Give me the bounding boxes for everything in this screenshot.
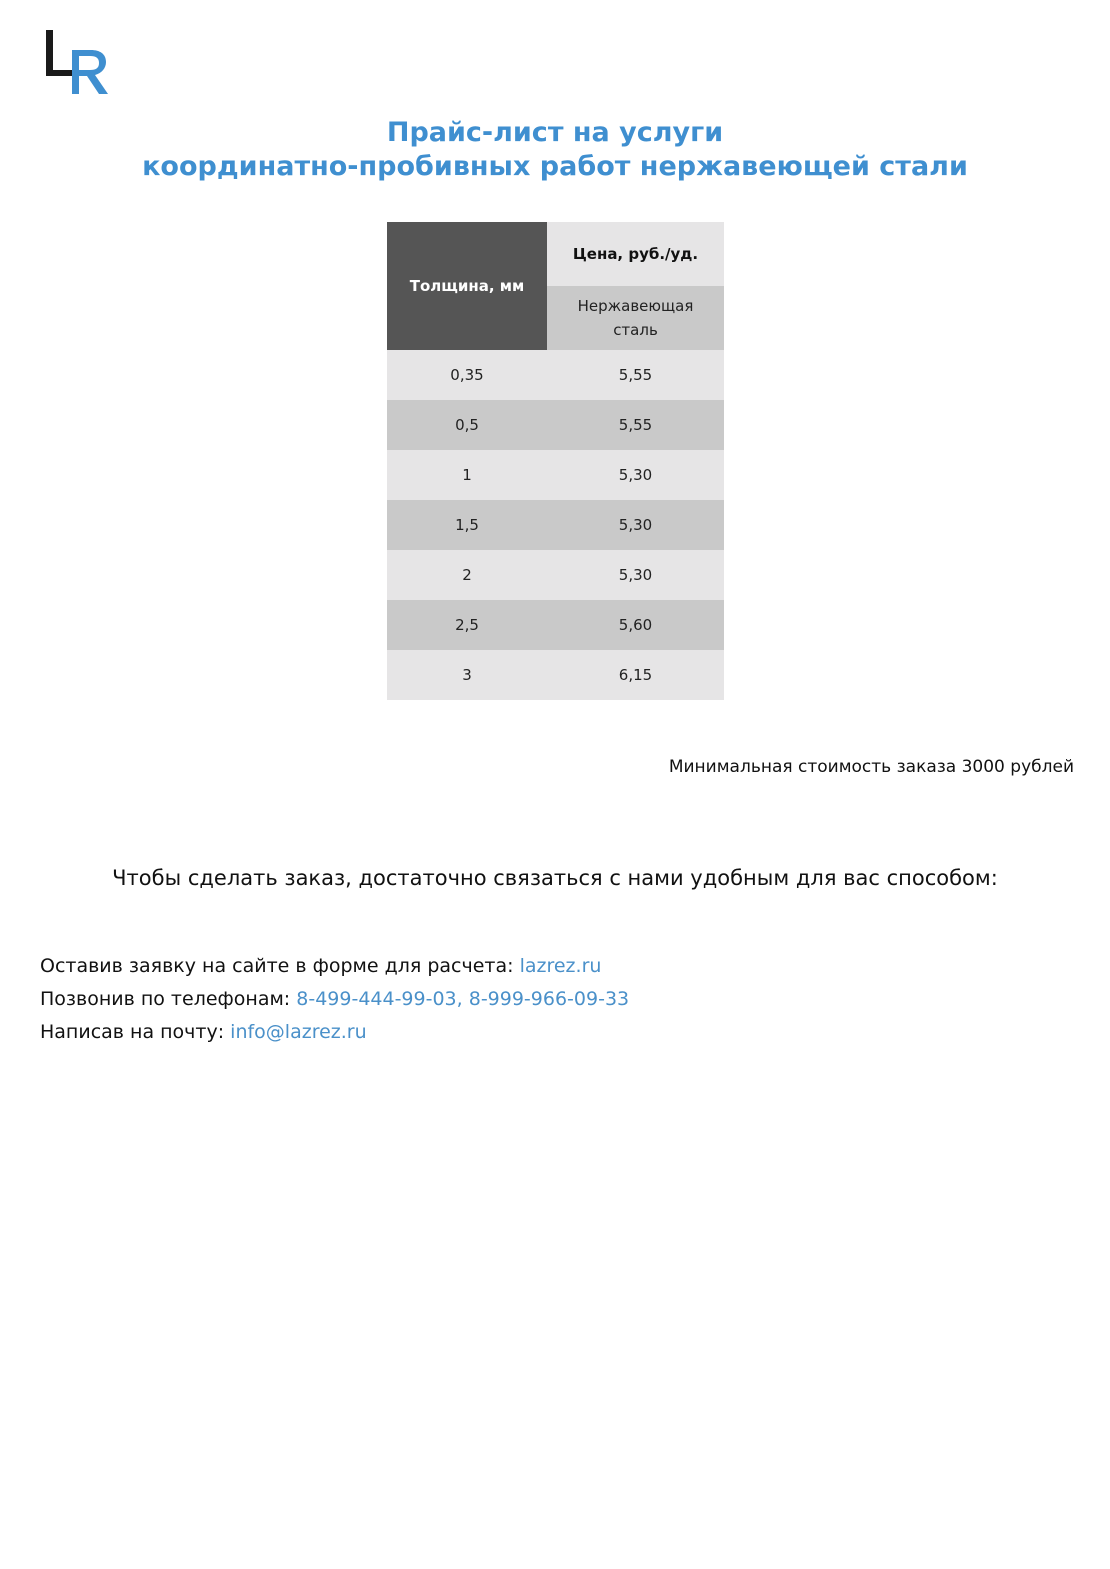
table-row [387, 500, 724, 550]
cell-thickness: 0,35 [387, 350, 547, 400]
contacts-block [40, 950, 629, 1049]
cell-thickness: 0,5 [387, 400, 547, 450]
cell-price: 6,15 [547, 650, 724, 700]
cell-thickness: 1 [387, 450, 547, 500]
site-link[interactable]: lazrez.ru [519, 955, 602, 977]
title-line-2: координатно-пробивных работ нержавеющей стали [142, 151, 968, 182]
contact-phone-label: Позвонив по телефонам: [40, 988, 291, 1010]
cell-price: 5,60 [547, 600, 724, 650]
table-row [387, 650, 724, 700]
phone-link[interactable]: 8-499-444-99-03, 8-999-966-09-33 [296, 988, 630, 1010]
contact-email [40, 1016, 629, 1049]
contact-site-label: Оставив заявку на сайте в форме для расчета: [40, 955, 514, 977]
cell-price: 5,55 [547, 400, 724, 450]
header-price: Цена, руб./уд. [547, 222, 724, 286]
email-link[interactable]: info@lazrez.ru [230, 1021, 367, 1043]
page-title [0, 116, 1110, 184]
cell-price: 5,30 [547, 450, 724, 500]
min-order-note: Минимальная стоимость заказа 3000 рублей [668, 757, 1074, 777]
cell-thickness: 3 [387, 650, 547, 700]
order-intro: Чтобы сделать заказ, достаточно связаться с нами удобным для вас способом: [112, 866, 998, 890]
cell-thickness: 1,5 [387, 500, 547, 550]
table-row [387, 600, 724, 650]
price-table [387, 222, 724, 700]
contact-phone [40, 983, 629, 1016]
cell-thickness: 2,5 [387, 600, 547, 650]
cell-price: 5,55 [547, 350, 724, 400]
table-row [387, 400, 724, 450]
company-logo [44, 28, 116, 98]
table-row [387, 550, 724, 600]
cell-price: 5,30 [547, 500, 724, 550]
table-row [387, 450, 724, 500]
table-row [387, 350, 724, 400]
title-line-1: Прайс-лист на услуги [386, 117, 724, 148]
cell-price: 5,30 [547, 550, 724, 600]
contact-email-label: Написав на почту: [40, 1021, 225, 1043]
header-thickness: Толщина, мм [387, 222, 547, 350]
contact-site [40, 950, 629, 983]
cell-thickness: 2 [387, 550, 547, 600]
header-material-text: Нержавеющая сталь [577, 297, 694, 339]
header-material [547, 286, 724, 350]
